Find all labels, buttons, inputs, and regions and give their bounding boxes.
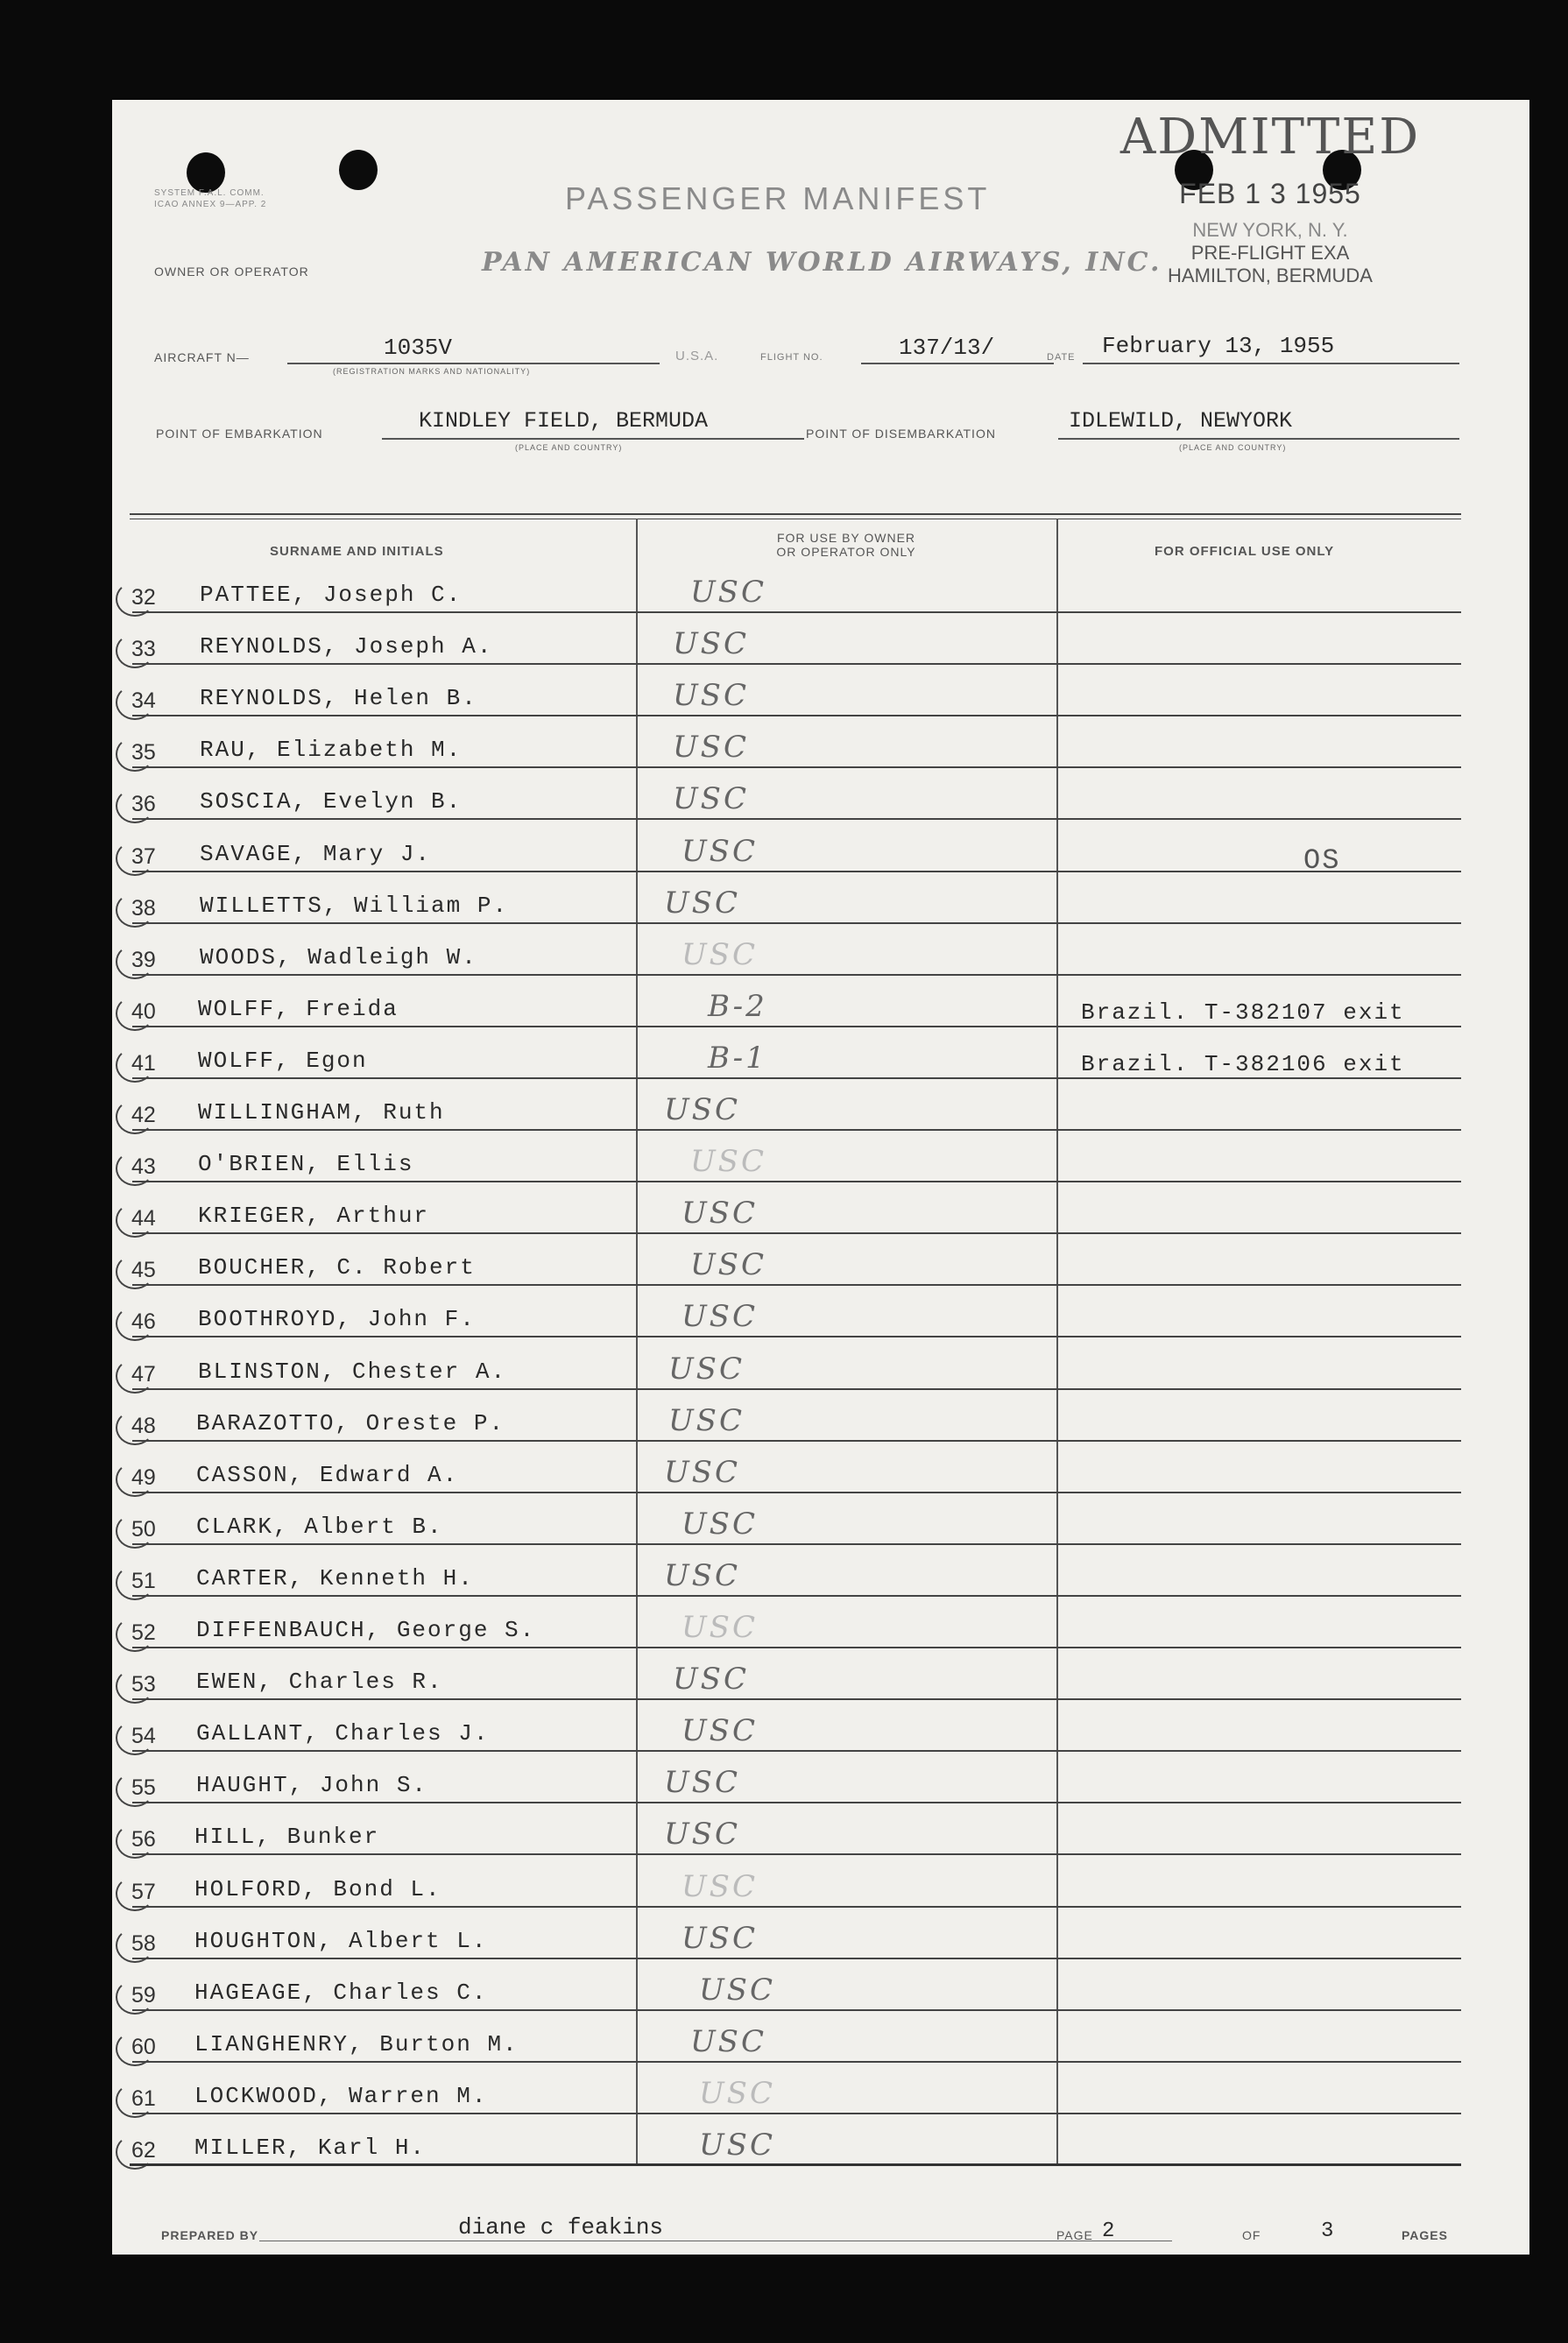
date-value: February 13, 1955 [1102,333,1335,359]
row-number: 61 [131,2085,156,2111]
row-rule [132,1802,1461,1803]
row-rule [132,1440,1461,1442]
stamp-word: ADMITTED [1119,109,1421,166]
row-number: 54 [131,1724,156,1749]
prepared-value: diane c feakins [458,2214,664,2241]
citizenship-mark: USC [664,1557,740,1593]
citizenship-mark: USC [673,730,749,766]
embark-underline [382,438,804,440]
row-rule [132,663,1461,665]
col-header-owner-line: FOR USE BY OWNER [776,531,916,545]
citizenship-mark: USC [690,575,766,610]
row-rule [132,1853,1461,1855]
row-number: 42 [131,1103,156,1127]
aircraft-label: AIRCRAFT N— [154,350,250,364]
passenger-name: SOSCIA, Evelyn B. [200,788,463,815]
citizenship-mark: USC [673,1662,749,1697]
aircraft-caption: (REGISTRATION MARKS AND NATIONALITY) [333,367,531,376]
passenger-name: BOOTHROYD, John F. [198,1306,476,1333]
row-rule [132,1647,1461,1648]
row-rule [132,2113,1461,2114]
stamp-line: PRE-FLIGHT EXA [1190,242,1350,264]
passenger-name: MILLER, Karl H. [194,2135,427,2161]
row-number: 37 [131,843,156,869]
citizenship-mark: USC [690,2023,766,2059]
row-number: 39 [131,947,156,972]
table-bottom-rule [130,2163,1461,2166]
citizenship-mark: USC [682,1920,758,1956]
aircraft-underline [287,363,660,364]
date-underline [1083,363,1459,364]
row-number: 60 [131,2034,156,2059]
row-rule [132,974,1461,976]
passenger-name: HOLFORD, Bond L. [194,1875,441,1902]
manifest-sheet [112,100,1529,2255]
passenger-name: KRIEGER, Arthur [198,1203,430,1230]
passenger-name: EWEN, Charles R. [196,1669,443,1696]
row-number: 32 [131,585,156,610]
row-rule [132,1336,1461,1337]
page-title: PASSENGER MANIFEST [565,180,991,216]
citizenship-mark: USC [664,1765,740,1801]
row-rule [132,1129,1461,1131]
citizenship-mark: USC [699,1972,775,2008]
row-rule [132,1595,1461,1597]
column-divider [1056,519,1058,2165]
row-number: 48 [131,1413,156,1438]
punch-hole [339,150,378,190]
col-header-owner [636,531,1056,559]
form-reference-line: SYSTEM F.A.L. COMM. [154,188,265,198]
passenger-name: LOCKWOOD, Warren M. [194,2082,488,2109]
aircraft-value: 1035V [384,335,453,361]
row-number: 62 [131,2138,156,2163]
row-rule [132,1232,1461,1234]
row-rule [132,1026,1461,1027]
passenger-name: REYNOLDS, Helen B. [200,685,477,712]
row-number: 36 [131,792,156,817]
embark-label: POINT OF EMBARKATION [156,427,323,441]
row-number: 33 [131,637,156,662]
row-number: 41 [131,1050,156,1076]
passenger-name: BLINSTON, Chester A. [198,1358,507,1385]
col-header-surname: SURNAME AND INITIALS [270,544,444,559]
row-rule [132,1284,1461,1286]
citizenship-mark: B-2 [708,988,767,1024]
passenger-name: DIFFENBAUCH, George S. [196,1617,536,1643]
row-rule [132,1698,1461,1700]
official-note: Brazil. T-382107 exit [1081,999,1405,1026]
flight-value: 137/13/ [899,335,995,361]
page-number: 2 [1102,2219,1115,2243]
row-rule [132,1543,1461,1545]
admitted-stamp [1104,100,1437,287]
passenger-name: HAUGHT, John S. [196,1772,428,1799]
row-rule [132,1906,1461,1908]
row-rule [132,922,1461,924]
citizenship-mark: USC [682,1506,758,1542]
passenger-name: HILL, Bunker [194,1824,380,1851]
citizenship-mark: B-1 [708,1040,767,1076]
official-note: Brazil. T-382106 exit [1081,1050,1405,1077]
row-number: 49 [131,1464,156,1490]
passenger-name: O'BRIEN, Ellis [198,1151,414,1178]
row-number: 46 [131,1309,156,1335]
passenger-name: REYNOLDS, Joseph A. [200,633,493,660]
citizenship-mark: USC [682,1299,758,1335]
passenger-name: BOUCHER, C. Robert [198,1254,476,1281]
citizenship-mark: USC [664,1092,740,1127]
row-number: 57 [131,1879,156,1904]
citizenship-mark: USC [682,1610,758,1645]
row-number: 51 [131,1568,156,1593]
citizenship-mark: USC [668,1351,745,1387]
owner-name: PAN AMERICAN WORLD AIRWAYS, INC. [482,247,1162,278]
row-rule [132,871,1461,872]
passenger-name: RAU, Elizabeth M. [200,737,463,764]
citizenship-mark: USC [699,2075,775,2111]
row-number: 47 [131,1361,156,1387]
row-number: 53 [131,1672,156,1697]
citizenship-mark: USC [668,1402,745,1438]
row-rule [132,1077,1461,1079]
citizenship-mark: USC [673,781,749,817]
row-number: 43 [131,1154,156,1180]
stamp-date: FEB 1 3 1955 [1179,178,1361,209]
row-number: 58 [131,1930,156,1956]
flight-label: FLIGHT NO. [760,352,823,363]
page-label: PAGE [1056,2228,1093,2242]
row-rule [132,818,1461,820]
pages-label: PAGES [1402,2228,1448,2242]
citizenship-mark: USC [699,2128,775,2163]
passenger-name: BARAZOTTO, Oreste P. [196,1409,505,1436]
row-rule [132,1181,1461,1182]
date-label: DATE [1047,352,1076,363]
table-top-rule [130,513,1461,515]
passenger-name: CASSON, Edward A. [196,1461,459,1488]
row-number: 40 [131,999,156,1024]
passenger-name: WILLINGHAM, Ruth [198,1099,445,1126]
citizenship-mark: USC [682,1196,758,1231]
passenger-name: SAVAGE, Mary J. [200,840,432,867]
citizenship-mark: USC [690,1247,766,1283]
passenger-name: LIANGHENRY, Burton M. [194,2030,519,2057]
embark-caption: (PLACE AND COUNTRY) [515,443,623,452]
row-rule [132,2009,1461,2011]
citizenship-mark: USC [664,1454,740,1490]
row-number: 50 [131,1516,156,1542]
row-rule [132,2061,1461,2063]
row-number: 56 [131,1827,156,1853]
citizenship-mark: USC [682,833,758,869]
row-rule [132,611,1461,613]
row-number: 59 [131,1982,156,2008]
passenger-name: GALLANT, Charles J. [196,1720,490,1747]
row-rule [132,1492,1461,1493]
row-number: 34 [131,688,156,714]
passenger-name: CLARK, Albert B. [196,1513,443,1540]
col-header-owner-line: OR OPERATOR ONLY [776,545,916,559]
passenger-name: WOLFF, Egon [198,1047,368,1074]
stamp-line: NEW YORK, N. Y. [1192,219,1348,241]
form-reference [154,187,266,210]
row-number: 45 [131,1258,156,1283]
citizenship-mark: USC [673,626,749,662]
row-rule [132,1750,1461,1752]
citizenship-mark: USC [682,936,758,972]
passenger-name: HOUGHTON, Albert L. [194,1927,488,1954]
citizenship-mark: USC [682,1868,758,1904]
of-label: OF [1242,2228,1261,2242]
row-number: 52 [131,1620,156,1645]
passenger-name: HAGEAGE, Charles C. [194,1979,488,2006]
disembark-value: IDLEWILD, NEWYORK [1069,408,1293,434]
passenger-name: CARTER, Kenneth H. [196,1564,474,1591]
row-number: 38 [131,895,156,921]
page-total: 3 [1321,2219,1334,2243]
row-rule [132,715,1461,716]
row-rule [132,1958,1461,1959]
stamp-line: HAMILTON, BERMUDA [1168,265,1373,286]
citizenship-mark: USC [690,1144,766,1180]
row-rule [132,1388,1461,1390]
embark-value: KINDLEY FIELD, BERMUDA [419,408,709,434]
passenger-name: WOODS, Wadleigh W. [200,943,477,970]
row-number: 55 [131,1775,156,1801]
row-number: 44 [131,1206,156,1231]
citizenship-mark: USC [664,1817,740,1853]
passenger-name: PATTEE, Joseph C. [200,582,463,608]
prepared-label: PREPARED BY [161,2228,259,2242]
owner-label: OWNER OR OPERATOR [154,265,309,279]
passenger-name: WOLFF, Freida [198,995,399,1022]
citizenship-mark: USC [682,1713,758,1749]
row-number: 35 [131,740,156,766]
row-rule [132,766,1461,768]
disembark-caption: (PLACE AND COUNTRY) [1179,443,1287,452]
disembark-label: POINT OF DISEMBARKATION [806,427,996,441]
form-reference-line: ICAO ANNEX 9—APP. 2 [154,200,267,209]
flight-underline [861,363,1054,364]
col-header-official: FOR OFFICIAL USE ONLY [1155,544,1335,559]
passenger-name: WILLETTS, William P. [200,892,509,919]
usa-label: U.S.A. [675,349,719,363]
disembark-underline [1058,438,1459,440]
citizenship-mark: USC [664,885,740,921]
column-divider [636,519,638,2165]
official-note: OS [1303,843,1341,877]
citizenship-mark: USC [673,678,749,714]
